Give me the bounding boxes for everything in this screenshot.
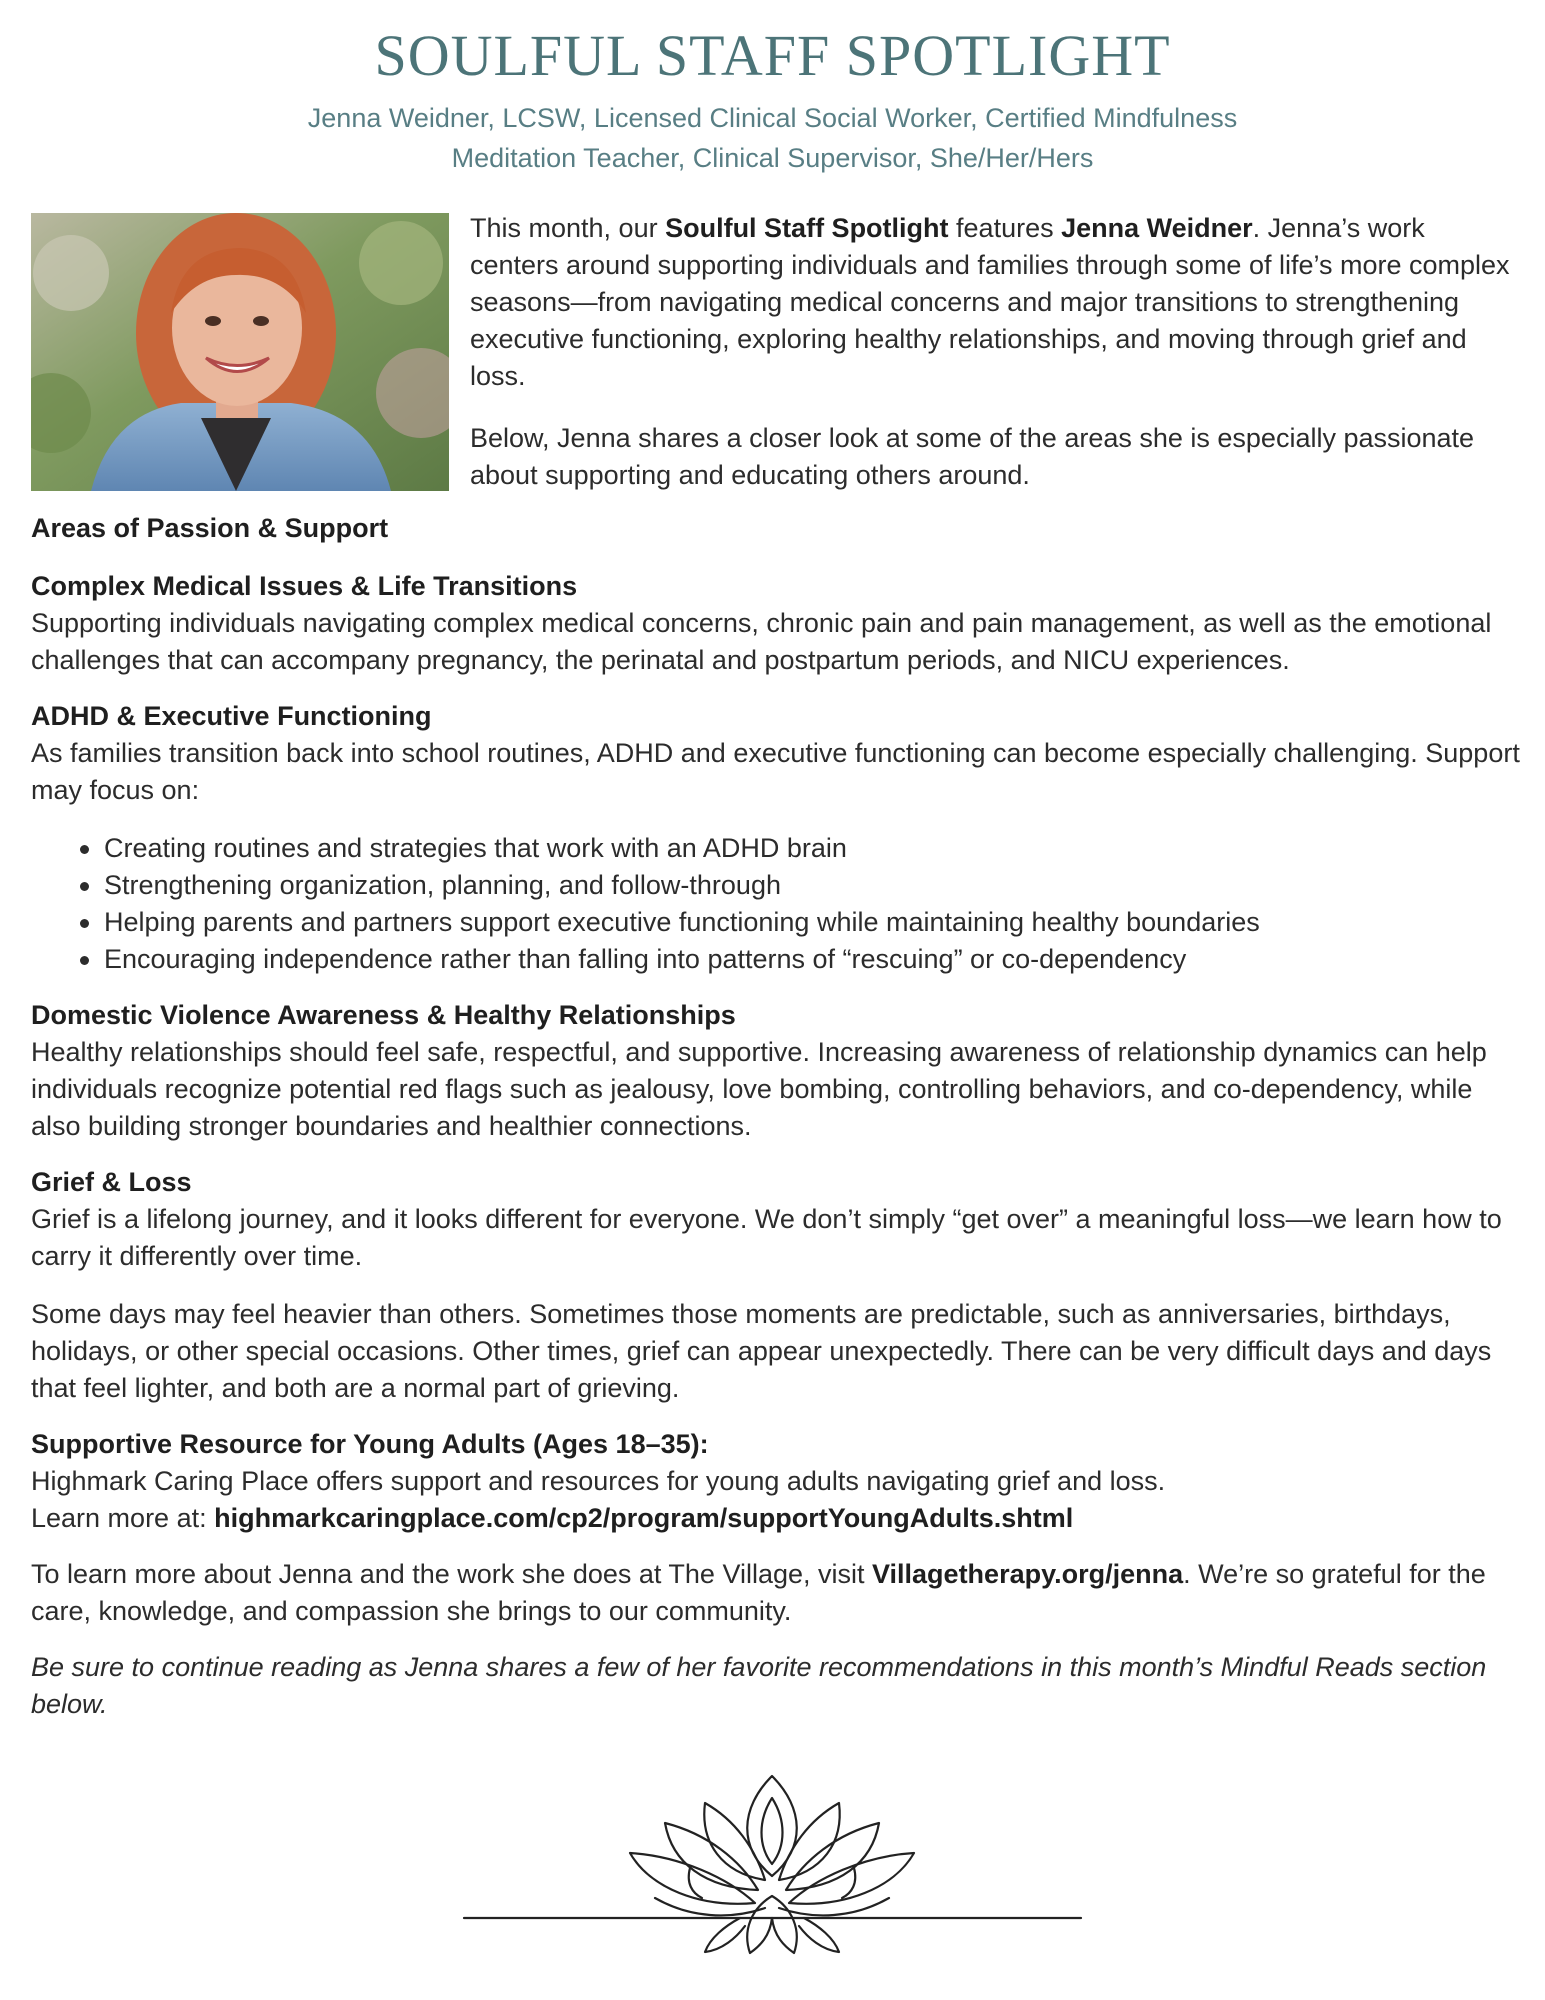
section-heading: Supportive Resource for Young Adults (Ages 18–35): xyxy=(31,1429,709,1459)
lotus-icon xyxy=(460,1768,1085,1963)
areas-heading: Areas of Passion & Support xyxy=(31,513,389,543)
closing xyxy=(31,1556,1521,1630)
section-body: Healthy relationships should feel safe, respectful, and supportive. Increasing awareness of relationship dynamics can help individuals recognize potential red flags such as jealousy, love bombing, controlling behaviors, and co-dependency, while also building stronger boundaries and healthier connections. xyxy=(31,1037,1487,1141)
section-heading: ADHD & Executive Functioning xyxy=(31,701,432,731)
intro-text-a: This month, our xyxy=(470,213,666,243)
section-body: Highmark Caring Place offers support and resources for young adults navigating grief and loss. xyxy=(31,1466,1166,1496)
village-link[interactable]: Villagetherapy.org/jenna xyxy=(872,1559,1184,1589)
spacer xyxy=(31,1275,1521,1296)
adhd-bullet-list xyxy=(31,830,1521,978)
section-body: Supporting individuals navigating complex medical concerns, chronic pain and pain management, as well as the emotional challenges that can accompany pregnancy, the perinatal and postpartum periods, and NICU experiences. xyxy=(31,608,1492,675)
list-item: Strengthening organization, planning, and follow-through xyxy=(104,867,1521,904)
intro-text xyxy=(470,210,1510,494)
portrait-photo xyxy=(31,213,449,491)
section-body: As families transition back into school routines, ADHD and executive functioning can become especially challenging. Support may focus on: xyxy=(31,738,1520,805)
subtitle-line-1: Jenna Weidner, LCSW, Licensed Clinical Social Worker, Certified Mindfulness xyxy=(307,103,1238,133)
section-grief xyxy=(31,1164,1521,1407)
footer-note-wrap xyxy=(31,1649,1521,1723)
section-heading: Complex Medical Issues & Life Transitions xyxy=(31,571,578,601)
list-item: Encouraging independence rather than falling into patterns of “rescuing” or co-dependency xyxy=(104,941,1521,978)
page-title: SOULFUL STAFF SPOTLIGHT xyxy=(374,23,1171,88)
section-body: Some days may feel heavier than others. Sometimes those moments are predictable, such as anniversaries, birthdays, holidays, or other special occasions. Other times, grief can appear unexpectedly. There can be very difficult days and days that feel lighter, and both are a normal part of grieving. xyxy=(31,1299,1492,1403)
intro-text-c: features xyxy=(948,213,1062,243)
closing-paragraph xyxy=(31,1556,1521,1630)
learn-more-line xyxy=(31,1500,1521,1537)
section-dv xyxy=(31,997,1521,1145)
section-young-adults xyxy=(31,1426,1521,1537)
intro-paragraph-1 xyxy=(470,210,1510,395)
footer-note: Be sure to continue reading as Jenna shares a few of her favorite recommendations in this month’s Mindful Reads section below. xyxy=(31,1652,1487,1719)
page-subtitle xyxy=(230,98,1315,178)
section-adhd xyxy=(31,698,1521,978)
section-heading: Grief & Loss xyxy=(31,1167,192,1197)
subtitle-line-2: Meditation Teacher, Clinical Supervisor, She/Her/Hers xyxy=(451,143,1094,173)
closing-text-a: To learn more about Jenna and the work she does at The Village, visit xyxy=(31,1559,873,1589)
main-content xyxy=(31,510,1521,1723)
list-item: Creating routines and strategies that work with an ADHD brain xyxy=(104,830,1521,867)
spotlight-name: Soulful Staff Spotlight xyxy=(665,213,949,243)
list-item: Helping parents and partners support executive functioning while maintaining healthy boundaries xyxy=(104,904,1521,941)
section-body: Grief is a lifelong journey, and it looks different for everyone. We don’t simply “get over” a meaningful loss—we learn how to carry it differently over time. xyxy=(31,1204,1502,1271)
section-heading: Domestic Violence Awareness & Healthy Relationships xyxy=(31,1000,736,1030)
staff-name: Jenna Weidner xyxy=(1061,213,1253,243)
section-medical xyxy=(31,568,1521,679)
intro-text-e: . Jenna’s work centers around supporting individuals and families through some of life’s more complex seasons—from navigating medical concerns and major transitions to strengthening executive functioning, exploring healthy relationships, and moving through grief and loss. xyxy=(470,213,1510,391)
resource-link[interactable]: highmarkcaringplace.com/cp2/program/supportYoungAdults.shtml xyxy=(214,1503,1074,1533)
intro-paragraph-2: Below, Jenna shares a closer look at some of the areas she is especially passionate about supporting and educating others around. xyxy=(470,423,1475,490)
learn-more-label: Learn more at: xyxy=(31,1503,215,1533)
closing-text-b: . We’re so grateful for the care, knowledge, and compassion she brings to our community. xyxy=(31,1559,1486,1626)
